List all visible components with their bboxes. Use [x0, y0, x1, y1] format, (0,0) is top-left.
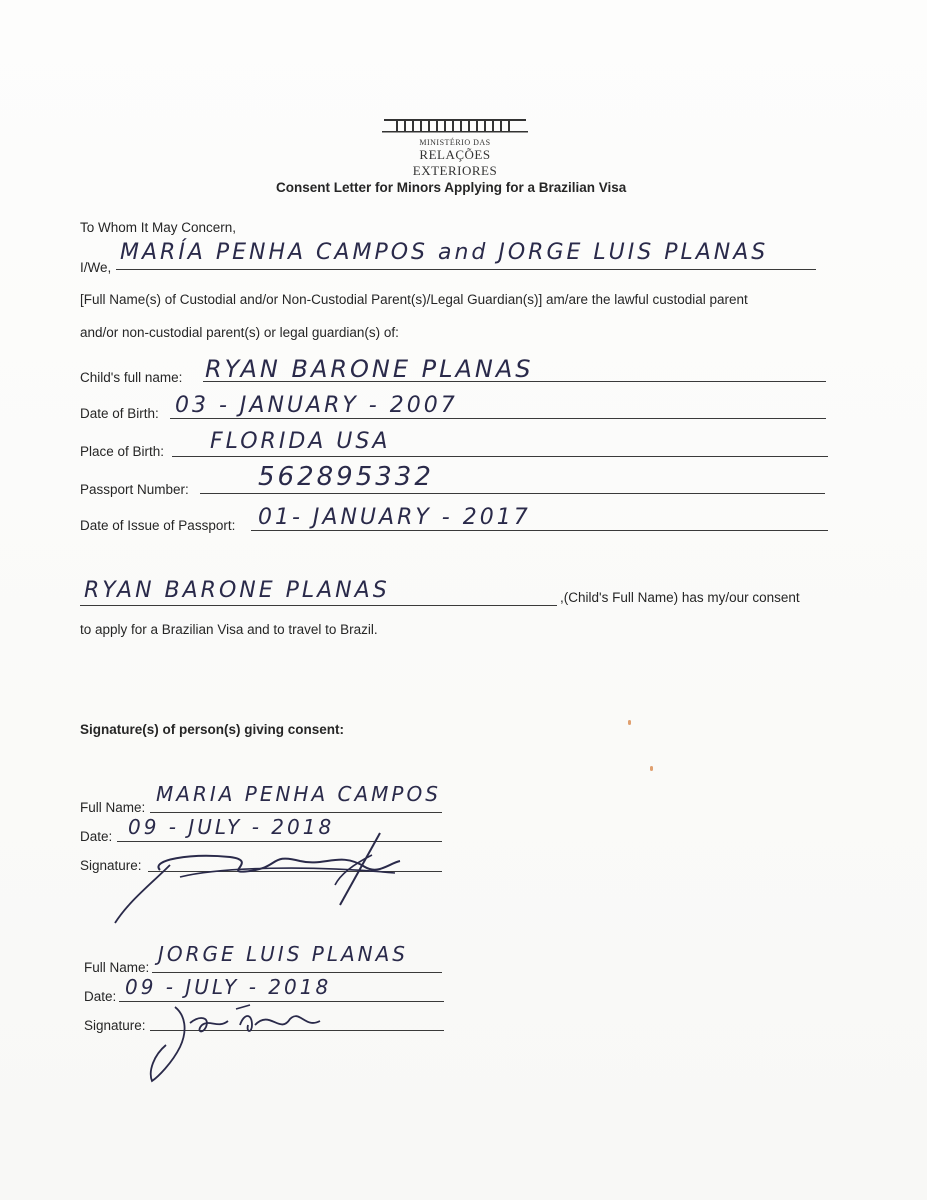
child-name-value: RYAN BARONE PLANAS: [205, 355, 534, 383]
consent-name-value: RYAN BARONE PLANAS: [84, 578, 390, 603]
signer1-date-value: 09 - JULY - 2018: [128, 815, 335, 839]
parents-value: MARÍA PENHA CAMPOS and JORGE LUIS PLANAS: [120, 240, 769, 265]
signer2-date-label: Date:: [84, 989, 117, 1004]
consent-line2: to apply for a Brazilian Visa and to travel to Brazil.: [80, 622, 378, 637]
parents-label: I/We,: [80, 260, 112, 275]
passport-line: [200, 493, 825, 494]
consent-suffix: ,(Child's Full Name) has my/our consent: [560, 590, 800, 605]
parents-line: [116, 269, 816, 270]
issue-line: [251, 530, 828, 531]
dob-line: [170, 418, 826, 419]
logo-big-text: RELAÇÕES EXTERIORES: [412, 147, 498, 178]
logo-small-text: MINISTÉRIO DAS: [419, 138, 491, 147]
greeting: To Whom It May Concern,: [80, 220, 237, 235]
signer1-name-value: MARIA PENHA CAMPOS: [156, 782, 441, 806]
issue-label: Date of Issue of Passport:: [80, 518, 236, 533]
signatures-heading: Signature(s) of person(s) giving consent:: [80, 722, 345, 737]
parents-note-1: [Full Name(s) of Custodial and/or Non-Custodial Parent(s)/Legal Guardian(s)] am/are the lawful custodial parent: [80, 292, 748, 307]
building-icon: [382, 118, 528, 134]
issue-value: 01- JANUARY - 2017: [258, 505, 531, 530]
signer1-sig-label: Signature:: [80, 858, 142, 873]
signature-2-image: [140, 995, 340, 1085]
signer1-date-label: Date:: [80, 829, 113, 844]
parents-note-2: and/or non-custodial parent(s) or legal guardian(s) of:: [80, 325, 399, 340]
pob-line: [172, 456, 828, 457]
signer2-name-label: Full Name:: [84, 960, 150, 975]
signer2-date-value: 09 - JULY - 2018: [125, 975, 332, 999]
dob-label: Date of Birth:: [80, 406, 159, 421]
consent-name-line: [80, 605, 557, 606]
signer2-name-value: JORGE LUIS PLANAS: [158, 942, 408, 966]
signer2-sig-label: Signature:: [84, 1018, 146, 1033]
child-name-label: Child's full name:: [80, 370, 183, 385]
signer1-name-line: [150, 812, 442, 813]
document-title: Consent Letter for Minors Applying for a Brazilian Visa: [276, 180, 627, 195]
signer1-name-label: Full Name:: [80, 800, 146, 815]
signer2-name-line: [152, 972, 442, 973]
passport-value: 562895332: [258, 462, 434, 492]
paper-speck: [650, 766, 653, 771]
paper-speck: [628, 720, 631, 725]
passport-label: Passport Number:: [80, 482, 189, 497]
pob-label: Place of Birth:: [80, 444, 165, 459]
signature-1-image: [110, 815, 410, 930]
ministry-logo: [380, 118, 530, 179]
pob-value: FLORIDA USA: [210, 429, 391, 454]
dob-value: 03 - JANUARY - 2007: [175, 393, 458, 418]
